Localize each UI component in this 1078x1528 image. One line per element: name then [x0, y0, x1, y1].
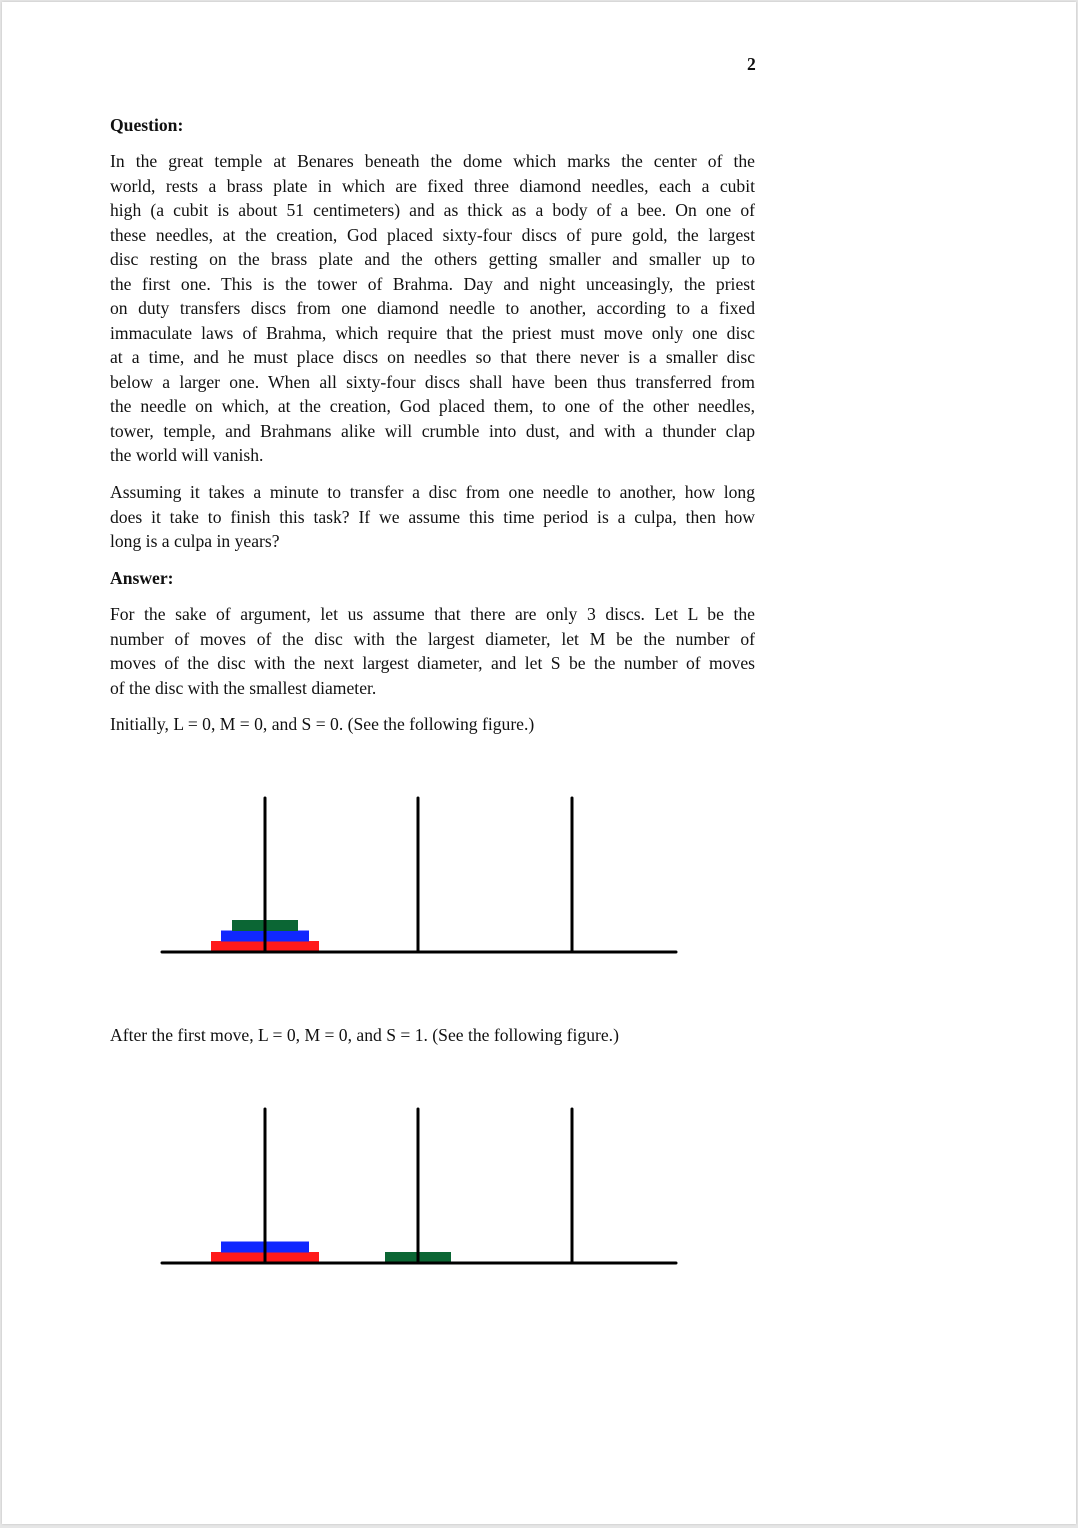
- text-line: does it take to finish this task? If we assume this time period is a culpa, then how: [110, 506, 755, 527]
- text-line: the first one. This is the tower of Brahma. Day and night unceasingly, the priest: [110, 273, 755, 294]
- text-line: number of moves of the disc with the largest diameter, let M be the number of: [110, 628, 755, 649]
- text-line: immaculate laws of Brahma, which require that the priest must move only one disc: [110, 322, 755, 343]
- text-line: For the sake of argument, let us assume that there are only 3 discs. Let L be the: [110, 604, 755, 624]
- text-line: long is a culpa in years?: [110, 531, 280, 551]
- text-line: Initially, L = 0, M = 0, and S = 0. (See the following figure.): [110, 714, 535, 734]
- text-line: the world will vanish.: [110, 445, 264, 465]
- text-line: high (a cubit is about 51 centimeters) and as thick as a body of a bee. On one of: [110, 200, 755, 220]
- question-heading: Question:: [110, 115, 184, 135]
- text-line: moves of the disc with the next largest diameter, and let S be the number of moves: [110, 653, 755, 673]
- document-page: [2, 2, 1076, 1524]
- text-line: Assuming it takes a minute to transfer a disc from one needle to another, how long: [110, 482, 755, 502]
- text-line: world, rests a brass plate in which are fixed three diamond needles, each a cubit: [110, 175, 755, 196]
- text-line: disc resting on the brass plate and the others getting smaller and smaller up to: [110, 249, 755, 269]
- text-line: tower, temple, and Brahmans alike will crumble into dust, and with a thunder clap: [110, 420, 755, 441]
- text-line: on duty transfers discs from one diamond needle to another, according to a fixed: [110, 298, 755, 318]
- text-line: at a time, and he must place discs on needles so that there never is a smaller disc: [110, 347, 755, 367]
- answer-heading: Answer:: [110, 568, 174, 588]
- hanoi-figure-after-first-move: [2, 2, 1076, 1524]
- page-number: 2: [747, 54, 756, 74]
- text-line: In the great temple at Benares beneath the dome which marks the center of the: [110, 151, 755, 171]
- text-line: these needles, at the creation, God placed sixty-four discs of pure gold, the largest: [110, 224, 755, 245]
- text-line: of the disc with the smallest diameter.: [110, 677, 377, 698]
- text-line: After the first move, L = 0, M = 0, and S = 1. (See the following figure.): [110, 1025, 619, 1045]
- text-line: the needle on which, at the creation, God placed them, to one of the other needles,: [110, 396, 755, 416]
- text-line: below a larger one. When all sixty-four discs shall have been thus transferred from: [110, 371, 755, 392]
